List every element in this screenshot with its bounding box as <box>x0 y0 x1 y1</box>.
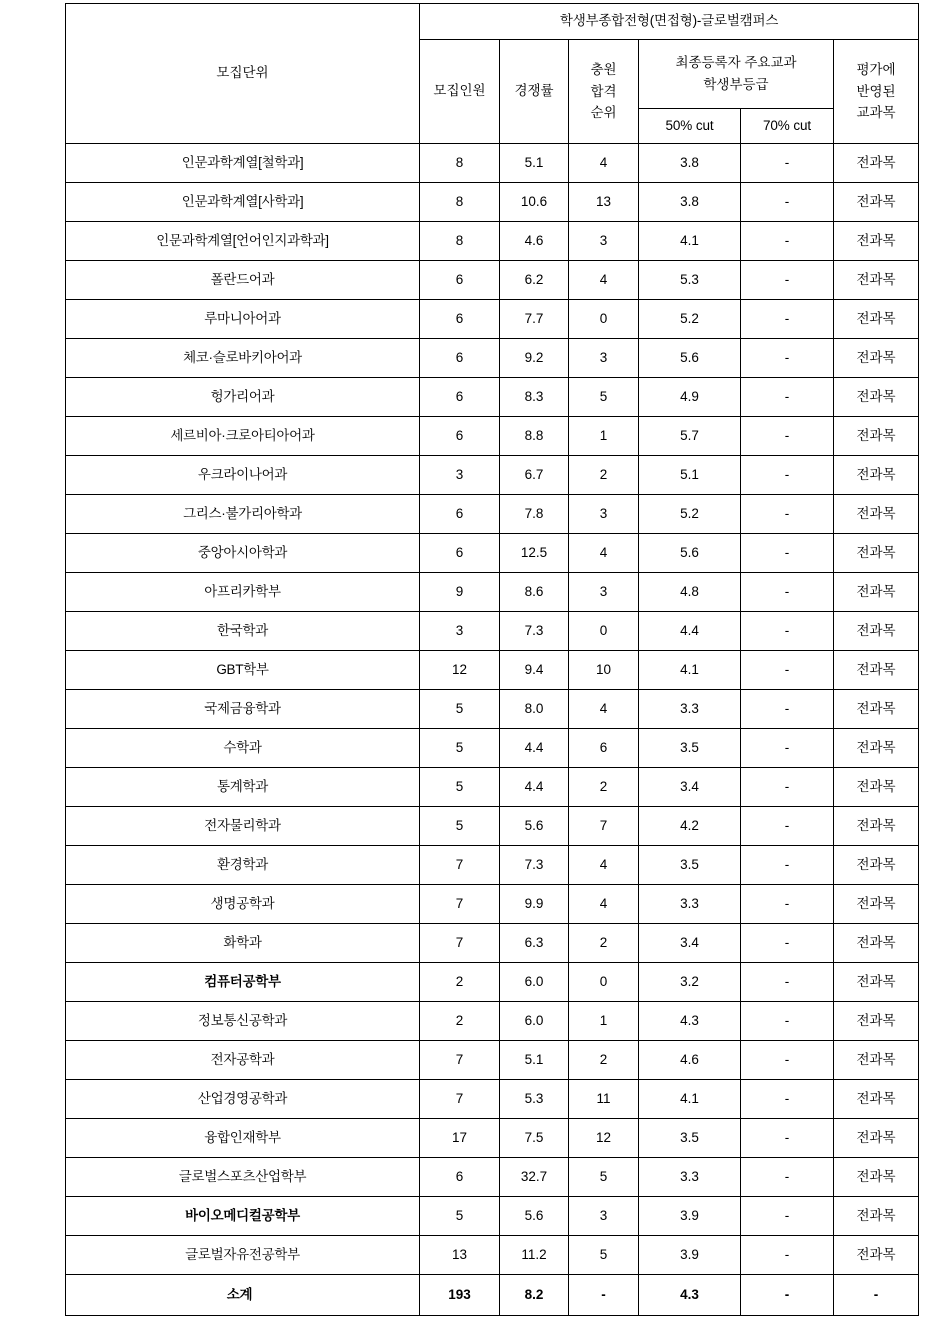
cell-cut-50: 3.8 <box>639 183 741 222</box>
table-header <box>66 4 919 144</box>
cell-admission-unit: 국제금융학과 <box>66 690 420 729</box>
cell-evaluated-subjects: 전과목 <box>834 1119 919 1158</box>
cell-admission-unit: 통계학과 <box>66 768 420 807</box>
cell-admission-unit: 인문과학계열[철학과] <box>66 144 420 183</box>
cell-cut-50: 3.5 <box>639 846 741 885</box>
cell-evaluated-subjects: 전과목 <box>834 183 919 222</box>
cell-cut-50: 3.5 <box>639 1119 741 1158</box>
cell-quota: 6 <box>420 300 500 339</box>
table-row <box>66 339 919 378</box>
cell-cut-70: - <box>741 924 834 963</box>
cell-admission-unit: 중앙아시아학과 <box>66 534 420 573</box>
cell-waitlist-rank: 0 <box>569 963 639 1002</box>
cell-admission-unit: 그리스·불가리아학과 <box>66 495 420 534</box>
header-final-enrollee-grade <box>639 40 834 109</box>
cell-evaluated-subjects: 전과목 <box>834 1080 919 1119</box>
cell-competition-ratio: 12.5 <box>500 534 569 573</box>
cell-evaluated-subjects: 전과목 <box>834 534 919 573</box>
table-row <box>66 1197 919 1236</box>
cell-evaluated-subjects: 전과목 <box>834 378 919 417</box>
cell-waitlist-rank: 3 <box>569 573 639 612</box>
cell-quota: 8 <box>420 222 500 261</box>
cell-cut-70: - <box>741 1002 834 1041</box>
cell-evaluated-subjects: - <box>834 1275 919 1316</box>
cell-waitlist-rank: 1 <box>569 1002 639 1041</box>
cell-cut-70: - <box>741 885 834 924</box>
cell-cut-50: 4.4 <box>639 612 741 651</box>
cell-waitlist-rank: 6 <box>569 729 639 768</box>
cell-waitlist-rank: 4 <box>569 690 639 729</box>
cell-admission-unit: 인문과학계열[사학과] <box>66 183 420 222</box>
cell-cut-70: - <box>741 495 834 534</box>
cell-cut-50: 4.1 <box>639 651 741 690</box>
cell-cut-70: - <box>741 651 834 690</box>
cell-quota: 7 <box>420 924 500 963</box>
cell-cut-70: - <box>741 1158 834 1197</box>
cell-cut-70: - <box>741 1041 834 1080</box>
cell-cut-70: - <box>741 183 834 222</box>
cell-cut-50: 5.3 <box>639 261 741 300</box>
cell-competition-ratio: 6.7 <box>500 456 569 495</box>
cell-cut-50: 4.2 <box>639 807 741 846</box>
cell-cut-70: - <box>741 222 834 261</box>
table-row <box>66 417 919 456</box>
cell-competition-ratio: 5.1 <box>500 144 569 183</box>
cell-cut-70: - <box>741 729 834 768</box>
cell-competition-ratio: 5.1 <box>500 1041 569 1080</box>
table-row <box>66 456 919 495</box>
cell-cut-50: 3.3 <box>639 1158 741 1197</box>
header-admission-unit: 모집단위 <box>66 4 420 144</box>
cell-waitlist-rank: 5 <box>569 378 639 417</box>
cell-cut-70: - <box>741 1080 834 1119</box>
cell-evaluated-subjects: 전과목 <box>834 885 919 924</box>
cell-waitlist-rank: 4 <box>569 534 639 573</box>
cell-competition-ratio: 9.2 <box>500 339 569 378</box>
cell-waitlist-rank: 2 <box>569 924 639 963</box>
cell-waitlist-rank: 0 <box>569 612 639 651</box>
cell-waitlist-rank: 5 <box>569 1158 639 1197</box>
cell-cut-70: - <box>741 963 834 1002</box>
table-row <box>66 534 919 573</box>
cell-admission-unit: 수학과 <box>66 729 420 768</box>
cell-quota: 3 <box>420 456 500 495</box>
cell-cut-50: 3.4 <box>639 924 741 963</box>
cell-evaluated-subjects: 전과목 <box>834 1197 919 1236</box>
cell-competition-ratio: 6.3 <box>500 924 569 963</box>
cell-cut-50: 5.2 <box>639 495 741 534</box>
cell-cut-70: - <box>741 261 834 300</box>
cell-waitlist-rank: 0 <box>569 300 639 339</box>
cell-waitlist-rank: 2 <box>569 1041 639 1080</box>
table-row <box>66 1041 919 1080</box>
table-row <box>66 768 919 807</box>
cell-cut-70: - <box>741 573 834 612</box>
admissions-results-table <box>65 3 919 1316</box>
cell-waitlist-rank: 4 <box>569 846 639 885</box>
cell-evaluated-subjects: 전과목 <box>834 456 919 495</box>
cell-cut-50: 3.9 <box>639 1197 741 1236</box>
table-body <box>66 144 919 1316</box>
cell-waitlist-rank: 7 <box>569 807 639 846</box>
cell-evaluated-subjects: 전과목 <box>834 417 919 456</box>
cell-evaluated-subjects: 전과목 <box>834 300 919 339</box>
cell-quota: 6 <box>420 534 500 573</box>
cell-evaluated-subjects: 전과목 <box>834 807 919 846</box>
cell-quota: 5 <box>420 690 500 729</box>
cell-cut-50: 4.1 <box>639 1080 741 1119</box>
cell-cut-50: 5.7 <box>639 417 741 456</box>
cell-evaluated-subjects: 전과목 <box>834 1041 919 1080</box>
cell-cut-70: - <box>741 807 834 846</box>
cell-waitlist-rank: 3 <box>569 339 639 378</box>
cell-admission-unit: 우크라이나어과 <box>66 456 420 495</box>
cell-admission-unit: 글로벌자유전공학부 <box>66 1236 420 1275</box>
cell-cut-70: - <box>741 612 834 651</box>
cell-quota: 8 <box>420 144 500 183</box>
cell-quota: 7 <box>420 885 500 924</box>
cell-waitlist-rank: 3 <box>569 1197 639 1236</box>
cell-cut-50: 3.2 <box>639 963 741 1002</box>
cell-cut-50: 4.6 <box>639 1041 741 1080</box>
cell-competition-ratio: 5.3 <box>500 1080 569 1119</box>
cell-evaluated-subjects: 전과목 <box>834 768 919 807</box>
cell-evaluated-subjects: 전과목 <box>834 1002 919 1041</box>
header-evaluated-subjects-line3: 교과목 <box>856 105 896 121</box>
cell-quota: 7 <box>420 1041 500 1080</box>
cell-admission-unit: 헝가리어과 <box>66 378 420 417</box>
cell-competition-ratio: 6.2 <box>500 261 569 300</box>
table-row <box>66 1236 919 1275</box>
cell-quota: 2 <box>420 963 500 1002</box>
header-row-title <box>66 4 919 40</box>
cell-quota: 3 <box>420 612 500 651</box>
table-row <box>66 846 919 885</box>
cell-competition-ratio: 4.4 <box>500 768 569 807</box>
header-quota: 모집인원 <box>420 40 500 144</box>
cell-admission-unit: 폴란드어과 <box>66 261 420 300</box>
cell-waitlist-rank: 4 <box>569 885 639 924</box>
cell-cut-70: - <box>741 144 834 183</box>
table-row <box>66 729 919 768</box>
cell-cut-70: - <box>741 1197 834 1236</box>
table-row <box>66 495 919 534</box>
cell-competition-ratio: 9.4 <box>500 651 569 690</box>
cell-waitlist-rank: - <box>569 1275 639 1316</box>
cell-competition-ratio: 8.2 <box>500 1275 569 1316</box>
cell-competition-ratio: 8.0 <box>500 690 569 729</box>
cell-competition-ratio: 5.6 <box>500 1197 569 1236</box>
cell-waitlist-rank: 2 <box>569 456 639 495</box>
cell-cut-70: - <box>741 534 834 573</box>
cell-quota: 6 <box>420 378 500 417</box>
cell-quota: 5 <box>420 1197 500 1236</box>
cell-cut-50: 5.6 <box>639 534 741 573</box>
cell-admission-unit: 세르비아·크로아티아어과 <box>66 417 420 456</box>
cell-quota: 2 <box>420 1002 500 1041</box>
cell-quota: 12 <box>420 651 500 690</box>
cell-competition-ratio: 7.5 <box>500 1119 569 1158</box>
table-row <box>66 690 919 729</box>
cell-evaluated-subjects: 전과목 <box>834 612 919 651</box>
cell-evaluated-subjects: 전과목 <box>834 222 919 261</box>
cell-quota: 5 <box>420 729 500 768</box>
header-cut-70: 70% cut <box>741 109 834 144</box>
cell-evaluated-subjects: 전과목 <box>834 651 919 690</box>
cell-waitlist-rank: 4 <box>569 261 639 300</box>
cell-admission-unit: 생명공학과 <box>66 885 420 924</box>
cell-admission-unit: 한국학과 <box>66 612 420 651</box>
cell-cut-70: - <box>741 846 834 885</box>
cell-cut-50: 3.3 <box>639 885 741 924</box>
table-row <box>66 300 919 339</box>
cell-waitlist-rank: 13 <box>569 183 639 222</box>
header-waitlist-rank <box>569 40 639 144</box>
cell-waitlist-rank: 10 <box>569 651 639 690</box>
table-row <box>66 144 919 183</box>
table-row <box>66 963 919 1002</box>
cell-cut-70: - <box>741 690 834 729</box>
cell-evaluated-subjects: 전과목 <box>834 573 919 612</box>
cell-cut-50: 3.5 <box>639 729 741 768</box>
cell-evaluated-subjects: 전과목 <box>834 144 919 183</box>
table-row <box>66 183 919 222</box>
cell-competition-ratio: 4.4 <box>500 729 569 768</box>
table-row <box>66 885 919 924</box>
cell-admission-unit: 전자공학과 <box>66 1041 420 1080</box>
table-row <box>66 1080 919 1119</box>
cell-admission-unit: 산업경영공학과 <box>66 1080 420 1119</box>
cell-cut-50: 5.1 <box>639 456 741 495</box>
table-row <box>66 1002 919 1041</box>
cell-evaluated-subjects: 전과목 <box>834 339 919 378</box>
cell-admission-unit: GBT학부 <box>66 651 420 690</box>
cell-waitlist-rank: 5 <box>569 1236 639 1275</box>
cell-competition-ratio: 7.3 <box>500 612 569 651</box>
cell-cut-70: - <box>741 1236 834 1275</box>
cell-quota: 8 <box>420 183 500 222</box>
cell-admission-unit: 환경학과 <box>66 846 420 885</box>
table-row <box>66 1119 919 1158</box>
cell-admission-unit: 글로벌스포츠산업학부 <box>66 1158 420 1197</box>
cell-admission-unit: 화학과 <box>66 924 420 963</box>
table-row <box>66 261 919 300</box>
cell-evaluated-subjects: 전과목 <box>834 1158 919 1197</box>
table-row <box>66 651 919 690</box>
cell-competition-ratio: 8.3 <box>500 378 569 417</box>
cell-evaluated-subjects: 전과목 <box>834 846 919 885</box>
cell-competition-ratio: 8.8 <box>500 417 569 456</box>
cell-admission-unit: 소계 <box>66 1275 420 1316</box>
header-competition-ratio: 경쟁률 <box>500 40 569 144</box>
cell-competition-ratio: 7.7 <box>500 300 569 339</box>
table-row <box>66 612 919 651</box>
header-waitlist-rank-line3: 순위 <box>590 105 617 121</box>
cell-cut-70: - <box>741 339 834 378</box>
cell-competition-ratio: 11.2 <box>500 1236 569 1275</box>
cell-cut-50: 4.9 <box>639 378 741 417</box>
cell-cut-50: 3.3 <box>639 690 741 729</box>
cell-evaluated-subjects: 전과목 <box>834 495 919 534</box>
cell-admission-unit: 루마니아어과 <box>66 300 420 339</box>
cell-waitlist-rank: 2 <box>569 768 639 807</box>
cell-quota: 6 <box>420 495 500 534</box>
cell-quota: 6 <box>420 417 500 456</box>
header-evaluated-subjects <box>834 40 919 144</box>
cell-waitlist-rank: 3 <box>569 222 639 261</box>
cell-waitlist-rank: 12 <box>569 1119 639 1158</box>
cell-quota: 13 <box>420 1236 500 1275</box>
header-track-title: 학생부종합전형(면접형)-글로벌캠퍼스 <box>420 4 919 40</box>
cell-quota: 17 <box>420 1119 500 1158</box>
cell-evaluated-subjects: 전과목 <box>834 924 919 963</box>
cell-cut-50: 5.2 <box>639 300 741 339</box>
cell-cut-70: - <box>741 768 834 807</box>
cell-cut-70: - <box>741 300 834 339</box>
cell-cut-50: 5.6 <box>639 339 741 378</box>
cell-evaluated-subjects: 전과목 <box>834 1236 919 1275</box>
cell-admission-unit: 컴퓨터공학부 <box>66 963 420 1002</box>
cell-quota: 6 <box>420 261 500 300</box>
cell-waitlist-rank: 3 <box>569 495 639 534</box>
cell-evaluated-subjects: 전과목 <box>834 690 919 729</box>
header-waitlist-rank-line1: 충원 <box>590 61 617 77</box>
table-row <box>66 924 919 963</box>
cell-admission-unit: 바이오메디컬공학부 <box>66 1197 420 1236</box>
cell-cut-50: 4.3 <box>639 1275 741 1316</box>
cell-waitlist-rank: 11 <box>569 1080 639 1119</box>
table-row <box>66 378 919 417</box>
cell-cut-70: - <box>741 456 834 495</box>
cell-cut-50: 3.4 <box>639 768 741 807</box>
cell-admission-unit: 아프리카학부 <box>66 573 420 612</box>
cell-quota: 6 <box>420 339 500 378</box>
cell-cut-70: - <box>741 417 834 456</box>
cell-quota: 5 <box>420 807 500 846</box>
header-cut-50: 50% cut <box>639 109 741 144</box>
cell-waitlist-rank: 1 <box>569 417 639 456</box>
cell-competition-ratio: 32.7 <box>500 1158 569 1197</box>
cell-competition-ratio: 8.6 <box>500 573 569 612</box>
cell-cut-50: 3.8 <box>639 144 741 183</box>
cell-admission-unit: 전자물리학과 <box>66 807 420 846</box>
cell-quota: 7 <box>420 1080 500 1119</box>
header-evaluated-subjects-line1: 평가에 <box>856 61 896 77</box>
cell-quota: 7 <box>420 846 500 885</box>
header-waitlist-rank-line2: 합격 <box>590 83 617 99</box>
table-row <box>66 1158 919 1197</box>
cell-quota: 5 <box>420 768 500 807</box>
cell-cut-50: 3.9 <box>639 1236 741 1275</box>
table-row <box>66 573 919 612</box>
header-final-enrollee-grade-line2: 학생부등급 <box>703 77 769 92</box>
cell-quota: 193 <box>420 1275 500 1316</box>
header-final-enrollee-grade-line1: 최종등록자 주요교과 <box>675 55 797 71</box>
cell-evaluated-subjects: 전과목 <box>834 963 919 1002</box>
cell-cut-70: - <box>741 378 834 417</box>
cell-competition-ratio: 6.0 <box>500 963 569 1002</box>
table-row-subtotal <box>66 1275 919 1316</box>
cell-admission-unit: 융합인재학부 <box>66 1119 420 1158</box>
cell-quota: 6 <box>420 1158 500 1197</box>
cell-admission-unit: 정보통신공학과 <box>66 1002 420 1041</box>
cell-evaluated-subjects: 전과목 <box>834 729 919 768</box>
cell-competition-ratio: 7.8 <box>500 495 569 534</box>
cell-competition-ratio: 4.6 <box>500 222 569 261</box>
cell-admission-unit: 체코·슬로바키아어과 <box>66 339 420 378</box>
table-row <box>66 807 919 846</box>
cell-competition-ratio: 5.6 <box>500 807 569 846</box>
cell-admission-unit: 인문과학계열[언어인지과학과] <box>66 222 420 261</box>
cell-cut-50: 4.8 <box>639 573 741 612</box>
cell-quota: 9 <box>420 573 500 612</box>
header-evaluated-subjects-line2: 반영된 <box>856 83 896 99</box>
cell-competition-ratio: 6.0 <box>500 1002 569 1041</box>
cell-cut-70: - <box>741 1275 834 1316</box>
table-row <box>66 222 919 261</box>
cell-cut-70: - <box>741 1119 834 1158</box>
cell-competition-ratio: 9.9 <box>500 885 569 924</box>
cell-competition-ratio: 7.3 <box>500 846 569 885</box>
cell-competition-ratio: 10.6 <box>500 183 569 222</box>
cell-waitlist-rank: 4 <box>569 144 639 183</box>
cell-cut-50: 4.1 <box>639 222 741 261</box>
cell-cut-50: 4.3 <box>639 1002 741 1041</box>
cell-evaluated-subjects: 전과목 <box>834 261 919 300</box>
